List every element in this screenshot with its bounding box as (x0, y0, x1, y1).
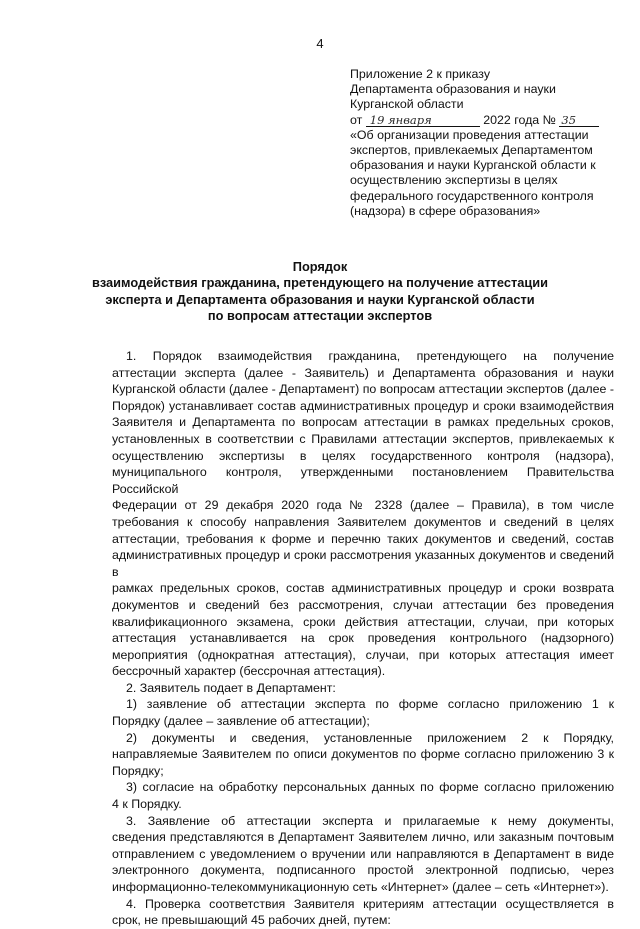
body-line: сведения представляются в Департамент Заявителем лично, или заказным почтовым (112, 830, 614, 845)
appendix-subject-line: образования и науки Курганской области к (350, 158, 596, 173)
body-line: информационно-телекоммуникационную сеть «Интернет» (далее – сеть «Интернет»). (112, 880, 609, 894)
body-line: установленных в соответствии с Правилами аттестации экспертов, привлекаемых к (112, 431, 614, 446)
body-line: 4. Проверка соответствия Заявителя критериям аттестации осуществляется в (126, 896, 614, 911)
body-line: 1. Порядок взаимодействия гражданина, претендующего на получение (126, 349, 614, 363)
body-line: срок, не превышающий 45 рабочих дней, путем: (112, 913, 391, 928)
from-prefix: от (350, 112, 363, 127)
appendix-subject-line: осуществлению экспертизы в целях (350, 173, 558, 188)
title-line: эксперта и Департамента образования и науки Курганской области (105, 291, 535, 307)
appendix-subject-line: экспертов, привлекаемых Департаментом (350, 143, 593, 158)
body-line: 4 к Порядку. (112, 797, 182, 812)
appendix-line: Курганской области (350, 97, 464, 112)
body-line: 3) согласие на обработку персональных данных по форме согласно приложению (126, 780, 614, 795)
appendix-subject-line: (надзора) в сфере образования» (350, 203, 541, 218)
body-line: 3. Заявление об аттестации эксперта и прилагаемые к нему документы, (126, 813, 614, 828)
handwritten-date: 19 января (366, 114, 480, 127)
body-line: Порядок) устанавливает состав административных процедур и сроки взаимодействия (112, 398, 614, 413)
body-line: аттестация устанавливается на срок проведения контрольного (надзорного) (112, 631, 614, 646)
body-line: рамках предельных сроков, состав административных процедур и сроки возврата (112, 581, 614, 596)
body-line: аттестации эксперта (далее - Заявитель) и Департамента образования и науки (112, 365, 614, 380)
body-line: аттестации, требования к форме и перечню таких документов и сведений, состав (112, 531, 614, 546)
body-line: Федерации от 29 декабря 2020 года № 2328 (далее – Правила), в том числе (112, 498, 614, 513)
body-line: Порядку (далее – заявление об аттестации); (112, 714, 370, 729)
body-line: Заявителя и Департамента по вопросам аттестации в рамках предельных сроков, (112, 415, 614, 430)
appendix-date-line (350, 113, 625, 128)
body-line: электронного документа, подписанного простой электронной подписью, через (112, 863, 614, 878)
body-line: осуществлению экспертизы в целях государственного контроля (надзора), (112, 448, 614, 463)
body-line: Порядку; (112, 763, 164, 778)
body-line: 2) документы и сведения, установленные приложением 2 к Порядку, (126, 730, 614, 745)
body-line: документов и сведений без рассмотрения, случаи аттестации без проведения (112, 597, 614, 612)
body-line: требования к способу направления Заявителем документов и сведений в целях (112, 514, 614, 529)
appendix-subject-line: федерального государственного контроля (350, 188, 594, 203)
appendix-line: Приложение 2 к приказу (350, 67, 491, 81)
document-title (0, 259, 640, 325)
body-line: 1) заявление об аттестации эксперта по форме согласно приложению 1 к (126, 697, 614, 712)
body-line: мероприятия (однократная аттестация), случаи, при которых аттестация имеет (112, 647, 614, 662)
body-line: 2. Заявитель подает в Департамент: (126, 680, 336, 695)
appendix-line: Департамента образования и науки (350, 82, 556, 97)
body-line: административных процедур и сроки рассмотрения указанных документов и сведений в (112, 548, 614, 579)
body-line: отправлением с уведомлением о вручении или направляются в Департамент в виде (112, 846, 614, 861)
page-number: 4 (316, 36, 324, 51)
title-line: по вопросам аттестации экспертов (207, 308, 433, 324)
appendix-block (350, 67, 625, 219)
appendix-subject-line: «Об организации проведения аттестации (350, 127, 589, 142)
body-line: направляемые Заявителем по описи документов по форме согласно приложению 3 к (112, 747, 614, 762)
body-line: Курганской области (далее - Департамент) по вопросам аттестации экспертов (далее - (112, 382, 614, 397)
document-body (112, 348, 614, 929)
year-text: 2022 года № (483, 112, 556, 127)
handwritten-number: 35 (559, 114, 599, 127)
body-line: бессрочный характер (бессрочная аттестация). (112, 664, 386, 679)
body-line: квалификационного экзамена, сроки действия аттестации, случаи, при которых (112, 614, 614, 629)
title-line: Порядок (292, 259, 348, 274)
body-line: муниципального контроля, утвержденными постановлением Правительства Российской (112, 465, 614, 496)
title-line: взаимодействия гражданина, претендующего на получение аттестации (92, 275, 548, 291)
